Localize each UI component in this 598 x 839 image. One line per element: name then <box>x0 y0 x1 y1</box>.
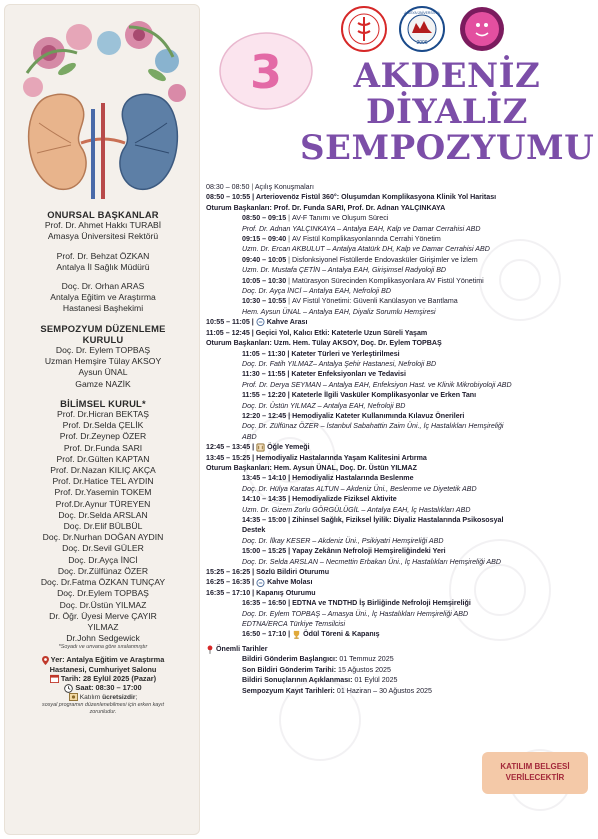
certificate-line-1: KATILIM BELGESİ <box>500 762 570 771</box>
date-item: Sempozyum Kayıt Tarihleri: 01 Haziran – 30 Ağustos 2025 <box>242 686 432 695</box>
organizing-member: Gamze NAZİK <box>75 378 131 389</box>
scientific-heading: BİLİMSEL KURUL* <box>60 397 146 409</box>
speaker-row: Doç. Dr. Eylem TOPBAŞ – Amasya Üni., İç Hastalıkları Hemşireliği ABD <box>242 609 469 618</box>
scientific-member: Doç. Dr.Elif BÜLBÜL <box>63 521 143 532</box>
scientific-member: Prof. Dr.Zeynep ÖZER <box>59 431 147 442</box>
venue-line-1: Yer: Antalya Eğitim ve Araştırma <box>5 655 200 665</box>
speaker-row: Prof. Dr. Derya SEYMAN – Antalya EAH, Enfeksiyon Hast. ve Klinik Mikrobiyoloji ABD <box>242 380 512 389</box>
scientific-member: Doç. Dr.Selda ARSLAN <box>58 509 148 520</box>
scientific-member: Doç. Dr.Sevil GÜLER <box>62 543 144 554</box>
speaker-row: Uzm. Dr. Gizem Zorlu GÖRGÜLÜGİL – Antalya EAH, İç Hastalıkları ABD <box>242 505 471 514</box>
symposium-title <box>300 58 594 166</box>
talk-row: 15:00 – 15:25 | Yapay Zekânın Nefroloji Hemşireliğindeki Yeri <box>242 547 446 556</box>
honorary-heading: ONURSAL BAŞKANLAR <box>47 209 159 220</box>
scientific-member: Doç. Dr.Ayça İNCİ <box>68 554 138 565</box>
kidney-mascot-logo <box>458 5 506 53</box>
health-ministry-logo <box>340 5 388 53</box>
scientific-member: Prof.Dr.Aynur TÜREYEN <box>55 498 151 509</box>
speaker-row: Prof. Dr. Adnan YALÇINKAYA – Antalya EAH, Kalp ve Damar Cerrahisi ABD <box>242 224 481 233</box>
sidebar-text <box>5 209 200 716</box>
session-chairs: Oturum Başkanları: Hem. Aysun ÜNAL, Doç. Dr. Üstün YILMAZ <box>206 463 418 472</box>
logo-row <box>340 5 590 57</box>
important-dates-heading: Önemli Tarihler <box>206 644 594 654</box>
certificate-badge <box>482 752 588 794</box>
honorary-role-1: Amasya Üniversitesi Rektörü <box>47 231 159 242</box>
speaker-row: Doç. Dr. Zülfünaz ÖZER – İstanbul Sabahattin Zaim Üni., İç Hastalıkları Hemşireliği <box>242 422 504 431</box>
talk-row: 14:35 – 15:00 | Zihinsel Sağlık, Fiziksel İyilik: Diyaliz Hastalarında Psikososyal <box>242 516 504 524</box>
session-header: 16:35 – 17:10 | Kapanış Oturumu <box>206 588 316 597</box>
sort-footnote: *Soyadı ve unvana göre sıralanmıştır <box>58 644 148 651</box>
talk-row: 11:05 – 11:30 | Kateter Türleri ve Yerleştirilmesi <box>242 349 400 358</box>
talk-row: 08:50 – 09:15 | AV-F Tanımı ve Oluşum Süreci <box>242 214 389 223</box>
date-line: Tarih: 28 Eylül 2025 (Pazar) <box>5 674 200 684</box>
lunch-row: 12:45 – 13:45 | Öğle Yemeği <box>206 443 310 452</box>
scientific-member: Dr. Öğr. Üyesi Merve ÇAYIR <box>49 610 157 621</box>
date-item: Bildiri Gönderim Başlangıcı: 01 Temmuz 2025 <box>242 655 394 664</box>
speaker-row: Doç. Dr. İlkay KESER – Akdeniz Üni., Psikiyatri Hemşireliği ABD <box>242 536 444 545</box>
speaker-row: Doç. Dr. Fatih YILMAZ– Antalya Şehir Hastanesi, Nefroloji BD <box>242 359 437 368</box>
honorary-name-1: Prof. Dr. Ahmet Hakkı TURABİ <box>44 220 162 231</box>
organizing-member: Aysun ÜNAL <box>78 367 128 378</box>
scientific-member: Doç. Dr.Eylem TOPBAŞ <box>57 588 149 599</box>
session-chairs: Oturum Başkanları: Uzm. Hem. Tülay AKSOY, Doç. Dr. Eylem TOPBAŞ <box>206 339 442 348</box>
registration-note-1: sosyal programın düzenlenebilmesi için erken kayıt <box>42 701 164 708</box>
speaker-row: Uzm. Dr. Ercan AKBULUT – Antalya Atatürk DH, Kalp ve Damar Cerrahisi ABD <box>242 245 490 254</box>
coffee-cup-icon <box>256 318 265 326</box>
speaker-row: Uzm. Dr. Mustafa ÇETİN – Antalya EAH, Girişimsel Radyoloji BD <box>242 266 447 275</box>
honorary-name-3: Doç. Dr. Orhan ARAS <box>61 281 145 292</box>
organizing-heading-2: KURULU <box>82 333 124 345</box>
talk-row-cont: Destek <box>242 526 266 535</box>
certificate-line-2: VERİLECEKTİR <box>505 773 565 782</box>
session-header: 13:45 – 15:25 | Hemodiyaliz Hastalarında Yaşam Kalitesini Artırma <box>206 453 427 462</box>
scientific-member: Doç. Dr.Zülfünaz ÖZER <box>57 565 149 576</box>
free-entry-line: Katılım ücretsizdir; <box>5 693 200 702</box>
scientific-member: Doç. Dr.Üstün YILMAZ <box>59 599 147 610</box>
organizing-member: Uzman Hemşire Tülay AKSOY <box>44 356 162 367</box>
title-line-1: AKDENİZ <box>353 56 541 96</box>
talk-row: 14:10 – 14:35 | Hemodiyalizde Fiziksel Aktivite <box>242 495 397 504</box>
session-header: 11:05 – 12:45 | Geçici Yol, Kalıcı Etki: Kateterle Uzun Süreli Yaşam <box>206 328 428 337</box>
break-row: 16:25 – 16:35 | Kahve Molası <box>206 578 313 587</box>
talk-row: 16:35 – 16:50 | EDTNA ve TNDTHD İş Birliğinde Nefroloji Hemşireliği <box>242 599 471 608</box>
pushpin-icon <box>206 645 214 654</box>
talk-row: 13:45 – 14:10 | Hemodiyaliz Hastalarında Beslenme <box>242 474 414 483</box>
date-item: Bildiri Sonuçlarının Açıklanması: 01 Eylül 2025 <box>242 676 398 685</box>
talk-row: 10:05 – 10:30 | Matürasyon Sürecinden Komplikasyonlara AV Fistül Yönetimi <box>242 276 484 285</box>
location-pin-icon <box>42 656 49 665</box>
speaker-row: Doç. Dr. Ayça İNCİ – Antalya EAH, Nefroloji BD <box>242 287 391 296</box>
talk-row: 09:40 – 10:05 | Disfonksiyonel Fistüllerde Endovasküler Girişimler ve İzlem <box>242 255 478 264</box>
date-item: Son Bildiri Gönderim Tarihi: 15 Ağustos 2025 <box>242 665 391 674</box>
speaker-row: Doç. Dr. Hülya Karatas ALTUN – Akdeniz Üni., Beslenme ve Diyetetik ABD <box>242 484 477 493</box>
scientific-member: Prof. Dr.Gülten KAPTAN <box>56 453 150 464</box>
ticket-icon <box>69 693 78 701</box>
speaker-row: Hem. Aysun ÜNAL – Antalya EAH, Diyaliz Sorumlu Hemşiresi <box>242 307 436 316</box>
talk-row: 10:30 – 10:55 | AV Fistül Yönetimi: Güvenli Kanülasyon ve Bantlama <box>242 297 458 306</box>
coffee-cup-icon <box>256 579 265 587</box>
organizing-heading-1: SEMPOZYUM DÜZENLEME <box>40 322 166 334</box>
talk-row: 16:50 – 17:10 | Ödül Töreni & Kapanış <box>242 630 380 639</box>
sidebar-panel <box>4 4 200 835</box>
organizing-member: Doç. Dr. Eylem TOPBAŞ <box>55 345 151 356</box>
honorary-name-2: Prof. Dr. Behzat ÖZKAN <box>56 250 150 261</box>
honorary-role-3a: Antalya Eğitim ve Araştırma <box>50 292 156 303</box>
scientific-member: Prof. Dr.Hicran BEKTAŞ <box>56 409 149 420</box>
schedule-row: 08:30 – 08:50 | Açılış Konuşmaları <box>206 183 314 191</box>
speaker-row: EDTNA/ERCA Türkiye Temsilcisi <box>242 620 346 629</box>
break-row: 10:55 – 11:05 | Kahve Arası <box>206 318 308 327</box>
honorary-role-2: Antalya İl Sağlık Müdürü <box>56 261 150 272</box>
title-line-2: DİYALİZ <box>366 92 528 132</box>
kidney-floral-illustration <box>9 13 197 203</box>
honorary-role-3b: Hastanesi Başhekimi <box>62 303 144 314</box>
session-header: 15:25 – 16:25 | Sözlü Bildiri Oturumu <box>206 568 330 577</box>
trophy-icon <box>292 630 301 639</box>
speaker-row: Doç. Dr. Selda ARSLAN – Necmettin Erbakan Üni., İç Hastalıkları Hemşireliği ABD <box>242 557 502 566</box>
lunch-icon <box>256 443 265 452</box>
scientific-member: Doç. Dr.Fatma ÖZKAN TUNÇAY <box>40 577 166 588</box>
amasya-university-logo <box>398 5 446 53</box>
svg-text:3: 3 <box>249 45 283 99</box>
scientific-member: Prof. Dr.Funda SARI <box>63 442 143 453</box>
session-header: 08:50 – 10:55 | Arteriovenöz Fistül 360°: Oluşumdan Komplikasyona Klinik Yol Haritası <box>206 193 497 202</box>
session-chairs: Oturum Başkanları: Prof. Dr. Funda SARI, Prof. Dr. Adnan YALÇINKAYA <box>206 203 446 212</box>
scientific-member: Prof. Dr.Hatice TEL AYDIN <box>52 476 154 487</box>
speaker-row-cont: ABD <box>242 432 257 441</box>
speaker-row: Doç. Dr. Üstün YILMAZ – Antalya EAH, Nefroloji BD <box>242 401 406 410</box>
calendar-icon <box>50 674 59 683</box>
time-line: Saat: 08:30 – 17:00 <box>5 683 200 693</box>
registration-note-2: zorunludur. <box>89 708 117 715</box>
scientific-member: Prof. Dr.Selda ÇELİK <box>62 420 144 431</box>
scientific-member: YILMAZ <box>87 621 119 632</box>
program-schedule <box>206 182 594 696</box>
venue-line-2: Hastanesi, Cumhuriyet Salonu <box>49 664 157 674</box>
scientific-member: Dr.John Sedgewick <box>66 633 140 644</box>
talk-row: 12:20 – 12:45 | Hemodiyaliz Kateter Kullanımında Kılavuz Önerileri <box>242 411 465 420</box>
clock-icon <box>64 684 73 693</box>
talk-row: 11:30 – 11:55 | Kateter Enfeksiyonları ve Tedavisi <box>242 370 406 379</box>
svg-text:AMASYA ÜNİVERSİTESİ: AMASYA ÜNİVERSİTESİ <box>402 11 442 15</box>
talk-row: 11:55 – 12:20 | Kateterle İlgili Vasküler Komplikasyonlar ve Erken Tanı <box>242 391 477 400</box>
scientific-member: Prof. Dr.Nazan KILIÇ AKÇA <box>50 465 156 476</box>
scientific-member: Doç. Dr.Nurhan DOĞAN AYDIN <box>42 532 164 543</box>
talk-row: 09:15 – 09:40 | AV Fistül Komplikasyonlarında Cerrahi Yönetim <box>242 235 441 244</box>
title-line-3: SEMPOZYUMU <box>300 128 595 168</box>
scientific-member: Prof. Dr.Yasemin TOKEM <box>54 487 152 498</box>
svg-text:2006: 2006 <box>416 40 428 46</box>
